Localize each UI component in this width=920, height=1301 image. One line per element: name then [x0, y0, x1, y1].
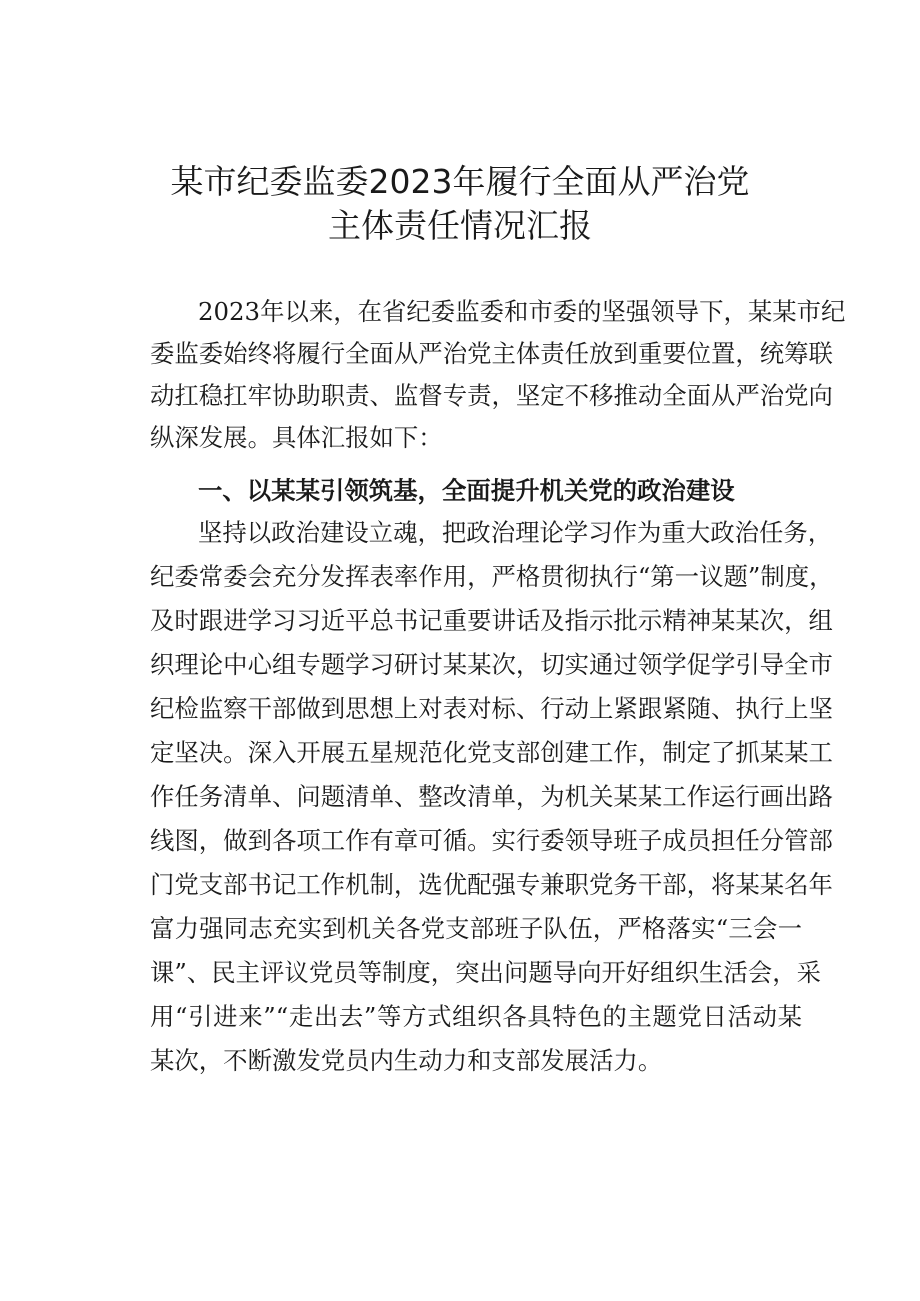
section-paragraph-line: 富力强同志充实到机关各党支部班子队伍，严格落实“三会一	[150, 914, 802, 943]
section-paragraph-line: 及时跟进学习习近平总书记重要讲话及指示批示精神某某次，组	[150, 606, 833, 635]
section-paragraph-line: 纪委常委会充分发挥表率作用，严格贯彻执行“第一议题”制度，	[150, 562, 834, 591]
section-paragraph-line: 纪检监察干部做到思想上对表对标、行动上紧跟紧随、执行上坚	[150, 694, 833, 723]
intro-paragraph-line: 委监委始终将履行全面从严治党主体责任放到重要位置，统筹联	[150, 339, 833, 368]
section-paragraph-line: 某次，不断激发党员内生动力和支部发展活力。	[150, 1046, 663, 1075]
section-paragraph-line: 织理论中心组专题学习研讨某某次，切实通过领学促学引导全市	[150, 650, 833, 679]
section-heading: 一、以某某引领筑基，全面提升机关党的政治建设	[198, 476, 735, 505]
section-paragraph-line: 线图，做到各项工作有章可循。实行委领导班子成员担任分管部	[150, 826, 833, 855]
section-paragraph-line: 坚持以政治建设立魂，把政治理论学习作为重大政治任务，	[198, 518, 833, 547]
document-title-line-1: 某市纪委监委2023年履行全面从严治党	[170, 162, 750, 201]
intro-paragraph-line: 纵深发展。具体汇报如下：	[150, 423, 443, 452]
section-paragraph-line: 课”、民主评议党员等制度，突出问题导向开好组织生活会，采	[150, 958, 822, 987]
intro-paragraph-line: 动扛稳扛牢协助职责、监督专责，坚定不移推动全面从严治党向	[150, 381, 833, 410]
section-paragraph-line: 用“引进来”“走出去”等方式组织各具特色的主题党日活动某	[150, 1002, 802, 1031]
section-paragraph-line: 作任务清单、问题清单、整改清单，为机关某某工作运行画出路	[150, 782, 833, 811]
intro-paragraph-line: 2023年以来，在省纪委监委和市委的坚强领导下，某某市纪	[198, 297, 846, 326]
document-title-line-2: 主体责任情况汇报	[328, 206, 592, 245]
section-paragraph-line: 定坚决。深入开展五星规范化党支部创建工作，制定了抓某某工	[150, 738, 833, 767]
section-paragraph-line: 门党支部书记工作机制，选优配强专兼职党务干部，将某某名年	[150, 870, 833, 899]
